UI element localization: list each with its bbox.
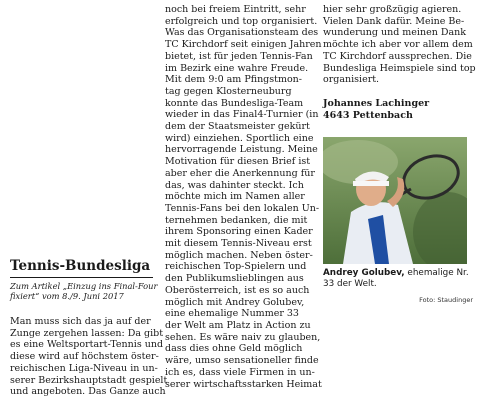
text-line: serer wirtschaftsstarken Heimat [165,378,322,390]
text-line: Bundesliga Heimspiele sind top [323,62,476,74]
text-line: hervorragende Leistung. Meine [165,144,318,156]
text-line: ihrem Sponsoring einen Kader [165,226,313,238]
signature-name: Johannes Lachinger [323,97,430,109]
text-line: reichischen Top-Spielern und [165,261,307,273]
text-line: organisiert. [323,74,380,86]
text-line: mit diesem Tennis-Niveau erst [165,238,312,250]
tennis-player-illustration [323,137,467,264]
letter-signature [323,98,473,121]
text-line: und angeboten. Das Ganze auch [10,386,166,398]
text-line: noch bei freiem Eintritt, sehr [165,4,306,15]
letter-header [10,258,158,301]
text-line: ich es, dass viele Firmen in un- [165,366,315,378]
text-line: möchte ich aber vor allem dem [323,39,473,51]
text-line: das, was dahinter steckt. Ich [165,179,304,191]
text-line: Tennis-Fans bei den lokalen Un- [165,202,320,214]
letter-headline: Tennis-Bundesliga [10,258,151,274]
photo-caption: Andrey Golubev, ehemalige Nr. 33 der Welt. [323,268,469,289]
text-line: im Bezirk eine wahre Freude. [165,62,309,74]
text-line: möglich mit Andrey Golubev, [165,296,305,308]
text-line: wird) einziehen. Sportlich eine [165,132,314,144]
letter-body-part1 [10,316,168,398]
text-line: eine ehemalige Nummer 33 [165,308,299,320]
text-line: den Publikumslieblingen aus [165,273,304,285]
text-line: ternehmen bedanken, die mit [165,214,308,226]
text-line: TC Kirchdorf aussprechen. Die [323,50,472,62]
text-line: Man muss sich das ja auf der [10,316,151,327]
text-line: der Welt am Platz in Action zu [165,319,311,331]
text-line: Zunge zergehen lassen: Da gibt [10,327,164,339]
text-line: Oberösterreich, ist es so auch [165,284,310,296]
text-line: erfolgreich und top organisiert. [165,15,318,27]
text-line: reichischen Liga-Niveau in un- [10,362,158,374]
text-line: TC Kirchdorf seit einigen Jahren [165,39,322,51]
column-right [323,0,476,121]
text-line: serer Bezirkshauptstadt gespielt [10,374,168,386]
text-line: Was das Organisationsteam des [165,27,319,39]
text-line: dem der Staatsmeister gekürt [165,121,310,133]
text-line: dass dies ohne Geld möglich [165,343,303,355]
text-line: hier sehr großzügig agieren. [323,4,462,15]
headline-rule [10,277,153,278]
tennis-player-photo [323,137,467,264]
text-line: Vielen Dank dafür. Meine Be- [323,15,465,27]
article-reference: Zum Artikel „Einzug ins Final-Four fixiert“ vom 8./9. Juni 2017 [10,281,158,301]
text-line: sehen. Es wäre naiv zu glauben, [165,331,321,343]
text-line: konnte das Bundesliga-Team [165,97,304,109]
photo-caption-block [323,268,473,304]
text-line: aber eher die Anerkennung für [165,167,315,179]
text-line: Motivation für diesen Brief ist [165,156,311,168]
text-line: wunderung und meinen Dank [323,27,466,39]
signature-place: 4643 Pettenbach [323,109,413,121]
text-line: diese wird auf höchstem öster- [10,351,159,363]
text-line: es eine Weltsportart-Tennis und [10,339,164,351]
text-line: Mit dem 9:0 am Pfingstmon- [165,74,303,86]
column-middle [165,0,322,390]
text-line: wäre, umso sensationeller finde [165,355,319,367]
letter-body-part3 [323,4,476,86]
letter-body-part2 [165,4,322,390]
text-line: möglich machen. Neben öster- [165,249,313,261]
text-line: bietet, ist für jeden Tennis-Fan [165,50,313,62]
text-line: tag gegen Klosterneuburg [165,85,292,97]
text-line: wieder in das Final4-Turnier (in [165,109,319,121]
photo-credit: Foto: Staudinger [419,296,473,304]
text-line: möchte mich im Namen aller [165,191,305,203]
